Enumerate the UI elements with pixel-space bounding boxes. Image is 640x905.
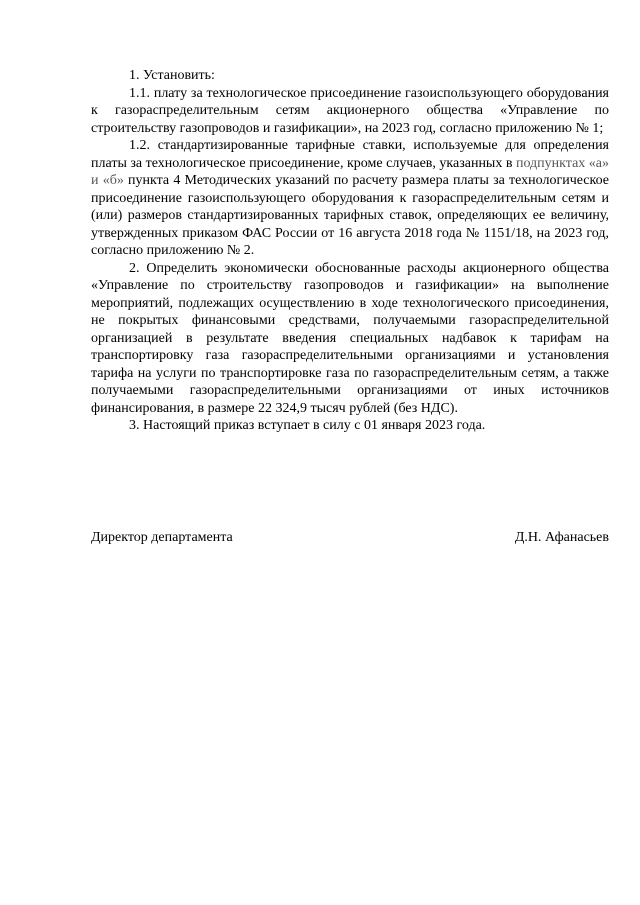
paragraph-3: 3. Настоящий приказ вступает в силу с 01 января 2023 года.	[129, 418, 486, 433]
signatory-name: Д.Н. Афанасьев	[514, 530, 609, 545]
paragraph-1-2-part-b: пункта 4 Методических указаний по расчету размера платы за технологическое присоединение газоиспользующего оборудования к газораспределительным сетям и (или) размеров стандартизированных тарифных ставок, определяющих ее величину, утвержденных приказом ФАС России от 16 августа 2018 года № 1151/18, на 2023 год, согласно приложению № 2.	[91, 173, 609, 258]
document-body	[91, 67, 609, 435]
paragraph-2: 2. Определить экономически обоснованные расходы акционерного общества «Управление по строительству газопроводов и газификации» на выполнение мероприятий, подлежащих осуществлению в ходе технологического присоединения, не покрытых финансовыми средствами, получаемыми газораспределительной организацией в результате введения специальных надбавок к тарифам на транспортировку газа газораспределительными организациями и установления тарифа на услуги по транспортировке газа по газораспределительным сетям, а также получаемыми газораспределительными организациями от иных источников финансирования, в размере 22 324,9 тысяч рублей (без НДС).	[91, 260, 609, 416]
paragraph-1-2	[91, 137, 609, 260]
paragraph-1: 1. Установить:	[129, 68, 215, 83]
paragraph-1-1: 1.1. плату за технологическое присоединение газоиспользующего оборудования к газораспределительным сетям акционерного общества «Управление по строительству газопроводов и газификации», на 2023 год, согласно приложению № 1;	[91, 85, 609, 136]
paragraph-1-2-part-a: 1.2. стандартизированные тарифные ставки, используемые для определения платы за технологическое присоединение, кроме случаев, указанных в	[91, 138, 609, 171]
signature-block	[91, 529, 609, 547]
signatory-position: Директор департамента	[91, 530, 233, 545]
subparagraphs-reference: подпунктах «а» и «б»	[91, 155, 610, 188]
